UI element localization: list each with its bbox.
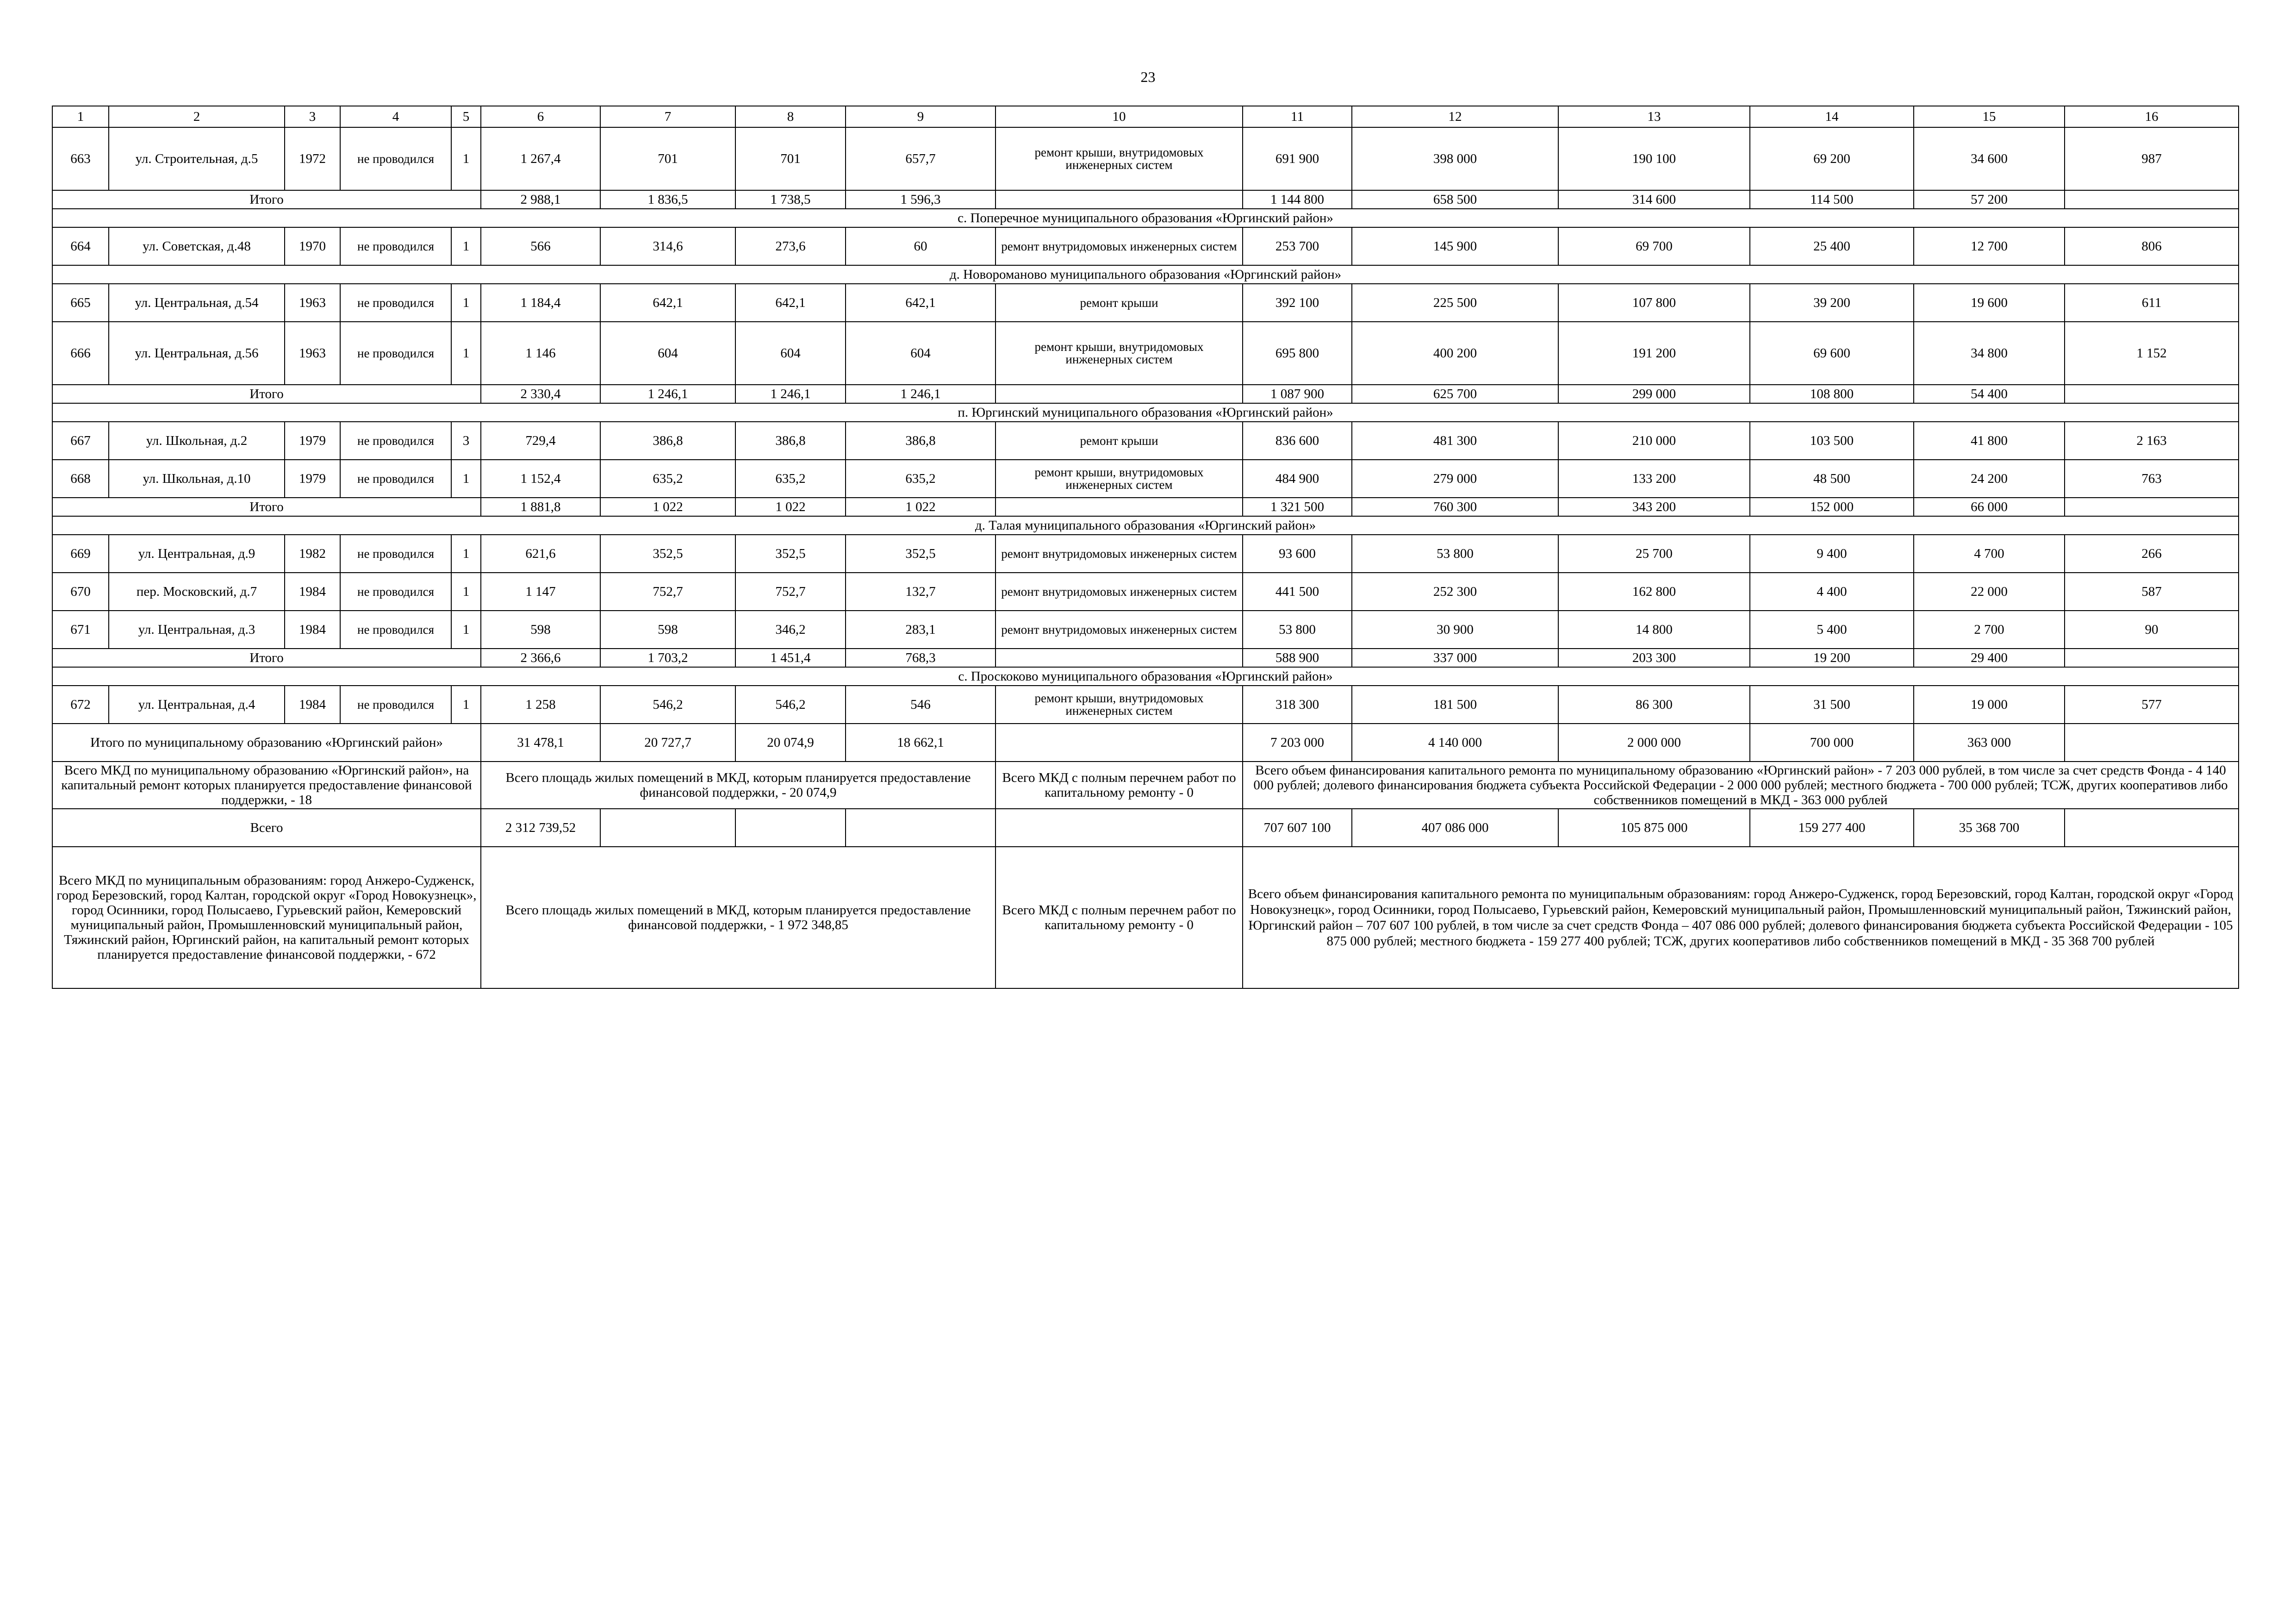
- cost-fund: 181 500: [1352, 686, 1558, 724]
- overall-summary-row: [52, 847, 2239, 988]
- section-header-row: [52, 516, 2239, 535]
- subtotal-value: [2065, 385, 2239, 403]
- row-number: 664: [52, 227, 109, 265]
- cost-local-budget: 103 500: [1750, 422, 1914, 460]
- cost-total: 318 300: [1243, 686, 1352, 724]
- grand-total-value: [996, 809, 1243, 847]
- row-number: 669: [52, 535, 109, 573]
- subtotal-row: [52, 190, 2239, 209]
- cost-regional-budget: 133 200: [1558, 460, 1750, 498]
- address: ул. Центральная, д.3: [109, 611, 285, 649]
- subtotal-value: 66 000: [1914, 498, 2065, 516]
- cost-total: 441 500: [1243, 573, 1352, 611]
- year-built: 1979: [285, 460, 340, 498]
- year-built: 1963: [285, 322, 340, 385]
- section-title: с. Поперечное муниципального образования «Юргинский район»: [52, 209, 2239, 227]
- subtotal-value: [2065, 649, 2239, 667]
- last-repair-year: не проводился: [340, 611, 451, 649]
- subtotal-value: 57 200: [1914, 190, 2065, 209]
- total-area: 621,6: [481, 535, 600, 573]
- floor-count: 1: [451, 460, 481, 498]
- subtotal-value: 203 300: [1558, 649, 1750, 667]
- cost-local-budget: 4 400: [1750, 573, 1914, 611]
- repair-type: ремонт внутридомовых инженерных систем: [996, 573, 1243, 611]
- cost-regional-budget: 69 700: [1558, 227, 1750, 265]
- subtotal-value: [996, 385, 1243, 403]
- repair-type: ремонт крыши, внутридомовых инженерных систем: [996, 127, 1243, 190]
- overall-full-list: Всего МКД с полным перечнем работ по капитальному ремонту - 0: [996, 847, 1243, 988]
- residents-count: 577: [2065, 686, 2239, 724]
- grand-total-row: [52, 809, 2239, 847]
- area-col-9: 546: [846, 686, 996, 724]
- section-title: д. Талая муниципального образования «Юргинский район»: [52, 516, 2239, 535]
- grand-total-value: [2065, 809, 2239, 847]
- last-repair-year: не проводился: [340, 573, 451, 611]
- cost-fund: 481 300: [1352, 422, 1558, 460]
- last-repair-year: не проводился: [340, 284, 451, 322]
- residents-count: 587: [2065, 573, 2239, 611]
- summary-full-list: Всего МКД с полным перечнем работ по капитальному ремонту - 0: [996, 762, 1243, 809]
- section-header-row: [52, 265, 2239, 284]
- column-number: 1: [52, 106, 109, 127]
- subtotal-label: Итого: [52, 385, 481, 403]
- table-row: [52, 127, 2239, 190]
- subtotal-row: [52, 385, 2239, 403]
- floor-count: 1: [451, 535, 481, 573]
- repair-type: ремонт крыши, внутридомовых инженерных систем: [996, 322, 1243, 385]
- cost-regional-budget: 86 300: [1558, 686, 1750, 724]
- repair-type: ремонт крыши: [996, 422, 1243, 460]
- column-number: 9: [846, 106, 996, 127]
- cost-local-budget: 31 500: [1750, 686, 1914, 724]
- year-built: 1982: [285, 535, 340, 573]
- subtotal-value: 2 330,4: [481, 385, 600, 403]
- area-col-8: 635,2: [735, 460, 846, 498]
- subtotal-value: 114 500: [1750, 190, 1914, 209]
- cost-total: 392 100: [1243, 284, 1352, 322]
- living-area: 386,8: [600, 422, 735, 460]
- living-area: 314,6: [600, 227, 735, 265]
- grand-total-value: [846, 809, 996, 847]
- residents-count: 1 152: [2065, 322, 2239, 385]
- area-col-9: 283,1: [846, 611, 996, 649]
- subtotal-value: 29 400: [1914, 649, 2065, 667]
- subtotal-value: 1 836,5: [600, 190, 735, 209]
- floor-count: 1: [451, 284, 481, 322]
- floor-count: 1: [451, 686, 481, 724]
- cost-total: 836 600: [1243, 422, 1352, 460]
- cost-owners: 19 600: [1914, 284, 2065, 322]
- subtotal-row: [52, 498, 2239, 516]
- table-row: [52, 611, 2239, 649]
- municipality-total-value: 20 074,9: [735, 724, 846, 762]
- subtotal-value: 1 022: [600, 498, 735, 516]
- cost-local-budget: 9 400: [1750, 535, 1914, 573]
- total-area: 1 267,4: [481, 127, 600, 190]
- subtotal-value: 1 246,1: [846, 385, 996, 403]
- subtotal-value: 1 144 800: [1243, 190, 1352, 209]
- subtotal-value: 152 000: [1750, 498, 1914, 516]
- address: ул. Центральная, д.54: [109, 284, 285, 322]
- table-row: [52, 284, 2239, 322]
- area-col-8: 642,1: [735, 284, 846, 322]
- last-repair-year: не проводился: [340, 127, 451, 190]
- column-number: 7: [600, 106, 735, 127]
- area-col-8: 604: [735, 322, 846, 385]
- year-built: 1972: [285, 127, 340, 190]
- repair-type: ремонт крыши, внутридомовых инженерных систем: [996, 460, 1243, 498]
- subtotal-value: 1 022: [846, 498, 996, 516]
- municipality-total-value: 31 478,1: [481, 724, 600, 762]
- area-col-9: 604: [846, 322, 996, 385]
- subtotal-value: 1 321 500: [1243, 498, 1352, 516]
- column-number-header-row: [52, 106, 2239, 127]
- year-built: 1984: [285, 611, 340, 649]
- residents-count: 266: [2065, 535, 2239, 573]
- living-area: 604: [600, 322, 735, 385]
- subtotal-value: 337 000: [1352, 649, 1558, 667]
- grand-total-value: 35 368 700: [1914, 809, 2065, 847]
- subtotal-value: [2065, 498, 2239, 516]
- address: ул. Центральная, д.4: [109, 686, 285, 724]
- area-col-9: 657,7: [846, 127, 996, 190]
- subtotal-value: 625 700: [1352, 385, 1558, 403]
- last-repair-year: не проводился: [340, 422, 451, 460]
- grand-total-value: 159 277 400: [1750, 809, 1914, 847]
- section-title: с. Проскоково муниципального образования «Юргинский район»: [52, 667, 2239, 686]
- grand-total-value: 105 875 000: [1558, 809, 1750, 847]
- cost-fund: 398 000: [1352, 127, 1558, 190]
- address: ул. Школьная, д.2: [109, 422, 285, 460]
- subtotal-value: [996, 649, 1243, 667]
- overall-living-area: Всего площадь жилых помещений в МКД, которым планируется предоставление финансовой поддержки, - 1 972 348,85: [481, 847, 996, 988]
- repair-type: ремонт внутридомовых инженерных систем: [996, 227, 1243, 265]
- table-row: [52, 422, 2239, 460]
- column-number: 16: [2065, 106, 2239, 127]
- municipality-total-value: 4 140 000: [1352, 724, 1558, 762]
- table-row: [52, 322, 2239, 385]
- subtotal-value: 1 087 900: [1243, 385, 1352, 403]
- address: ул. Школьная, д.10: [109, 460, 285, 498]
- table-row: [52, 686, 2239, 724]
- subtotal-row: [52, 649, 2239, 667]
- subtotal-value: 1 246,1: [735, 385, 846, 403]
- section-title: д. Новороманово муниципального образования «Юргинский район»: [52, 265, 2239, 284]
- overall-mkd-count: Всего МКД по муниципальным образованиям: город Анжеро-Судженск, город Березовский, город Калтан, городской округ «Город Новокузнецк», город Осинники, город Полысаево, Гурьевский район, Кемеровский муниципальный район, Промышленновский муниципальный район, Тяжинский район, Юргинский район, на капитальный ремонт которых планируется предоставление финансовой поддержки, - 672: [52, 847, 481, 988]
- cost-fund: 30 900: [1352, 611, 1558, 649]
- floor-count: 3: [451, 422, 481, 460]
- area-col-8: 352,5: [735, 535, 846, 573]
- cost-owners: 24 200: [1914, 460, 2065, 498]
- row-number: 671: [52, 611, 109, 649]
- cost-fund: 252 300: [1352, 573, 1558, 611]
- last-repair-year: не проводился: [340, 322, 451, 385]
- subtotal-value: 2 988,1: [481, 190, 600, 209]
- floor-count: 1: [451, 127, 481, 190]
- column-number: 2: [109, 106, 285, 127]
- living-area: 598: [600, 611, 735, 649]
- repair-type: ремонт внутридомовых инженерных систем: [996, 535, 1243, 573]
- cost-regional-budget: 191 200: [1558, 322, 1750, 385]
- table-row: [52, 535, 2239, 573]
- cost-local-budget: 5 400: [1750, 611, 1914, 649]
- column-number: 11: [1243, 106, 1352, 127]
- cost-total: 93 600: [1243, 535, 1352, 573]
- address: ул. Советская, д.48: [109, 227, 285, 265]
- last-repair-year: не проводился: [340, 686, 451, 724]
- cost-total: 53 800: [1243, 611, 1352, 649]
- grand-total-value: 407 086 000: [1352, 809, 1558, 847]
- subtotal-value: 1 881,8: [481, 498, 600, 516]
- table-row: [52, 460, 2239, 498]
- cost-regional-budget: 14 800: [1558, 611, 1750, 649]
- area-col-8: 273,6: [735, 227, 846, 265]
- cost-owners: 22 000: [1914, 573, 2065, 611]
- address: пер. Московский, д.7: [109, 573, 285, 611]
- cost-regional-budget: 162 800: [1558, 573, 1750, 611]
- last-repair-year: не проводился: [340, 227, 451, 265]
- row-number: 672: [52, 686, 109, 724]
- summary-living-area: Всего площадь жилых помещений в МКД, которым планируется предоставление финансовой поддержки, - 20 074,9: [481, 762, 996, 809]
- column-number: 13: [1558, 106, 1750, 127]
- total-area: 729,4: [481, 422, 600, 460]
- subtotal-value: 588 900: [1243, 649, 1352, 667]
- cost-owners: 4 700: [1914, 535, 2065, 573]
- subtotal-value: [996, 190, 1243, 209]
- year-built: 1984: [285, 573, 340, 611]
- cost-local-budget: 69 600: [1750, 322, 1914, 385]
- subtotal-value: 1 451,4: [735, 649, 846, 667]
- subtotal-value: 108 800: [1750, 385, 1914, 403]
- floor-count: 1: [451, 573, 481, 611]
- subtotal-value: [2065, 190, 2239, 209]
- cost-total: 253 700: [1243, 227, 1352, 265]
- grand-total-value: 2 312 739,52: [481, 809, 600, 847]
- floor-count: 1: [451, 227, 481, 265]
- summary-mkd-count: Всего МКД по муниципальному образованию «Юргинский район», на капитальный ремонт которых планируется предоставление финансовой поддержки, - 18: [52, 762, 481, 809]
- subtotal-label: Итого: [52, 190, 481, 209]
- column-number: 14: [1750, 106, 1914, 127]
- cost-total: 484 900: [1243, 460, 1352, 498]
- page-number: 23: [1140, 69, 1156, 85]
- municipality-total-value: [996, 724, 1243, 762]
- residents-count: 987: [2065, 127, 2239, 190]
- cost-fund: 145 900: [1352, 227, 1558, 265]
- cost-local-budget: 48 500: [1750, 460, 1914, 498]
- cost-regional-budget: 25 700: [1558, 535, 1750, 573]
- column-number: 5: [451, 106, 481, 127]
- table-row: [52, 573, 2239, 611]
- living-area: 546,2: [600, 686, 735, 724]
- total-area: 566: [481, 227, 600, 265]
- row-number: 663: [52, 127, 109, 190]
- total-area: 1 146: [481, 322, 600, 385]
- cost-local-budget: 69 200: [1750, 127, 1914, 190]
- total-area: 1 152,4: [481, 460, 600, 498]
- subtotal-value: 1 703,2: [600, 649, 735, 667]
- residents-count: 2 163: [2065, 422, 2239, 460]
- column-number: 10: [996, 106, 1243, 127]
- area-col-8: 386,8: [735, 422, 846, 460]
- area-col-9: 642,1: [846, 284, 996, 322]
- cost-fund: 400 200: [1352, 322, 1558, 385]
- section-header-row: [52, 403, 2239, 422]
- subtotal-value: 54 400: [1914, 385, 2065, 403]
- municipality-total-value: 363 000: [1914, 724, 2065, 762]
- column-number: 4: [340, 106, 451, 127]
- total-area: 1 147: [481, 573, 600, 611]
- living-area: 752,7: [600, 573, 735, 611]
- cost-regional-budget: 107 800: [1558, 284, 1750, 322]
- grand-total-value: [735, 809, 846, 847]
- cost-total: 695 800: [1243, 322, 1352, 385]
- cost-local-budget: 25 400: [1750, 227, 1914, 265]
- subtotal-label: Итого: [52, 498, 481, 516]
- row-number: 665: [52, 284, 109, 322]
- subtotal-value: 658 500: [1352, 190, 1558, 209]
- repair-type: ремонт крыши: [996, 284, 1243, 322]
- cost-local-budget: 39 200: [1750, 284, 1914, 322]
- year-built: 1963: [285, 284, 340, 322]
- year-built: 1979: [285, 422, 340, 460]
- address: ул. Строительная, д.5: [109, 127, 285, 190]
- year-built: 1984: [285, 686, 340, 724]
- cost-owners: 41 800: [1914, 422, 2065, 460]
- living-area: 352,5: [600, 535, 735, 573]
- living-area: 701: [600, 127, 735, 190]
- subtotal-label: Итого: [52, 649, 481, 667]
- area-col-8: 752,7: [735, 573, 846, 611]
- subtotal-value: 314 600: [1558, 190, 1750, 209]
- subtotal-value: 1 596,3: [846, 190, 996, 209]
- municipality-total-value: 20 727,7: [600, 724, 735, 762]
- capital-repair-register-table: [52, 106, 2239, 989]
- subtotal-value: [996, 498, 1243, 516]
- cost-owners: 2 700: [1914, 611, 2065, 649]
- residents-count: 763: [2065, 460, 2239, 498]
- grand-total-value: 707 607 100: [1243, 809, 1352, 847]
- repair-type: ремонт внутридомовых инженерных систем: [996, 611, 1243, 649]
- address: ул. Центральная, д.9: [109, 535, 285, 573]
- year-built: 1970: [285, 227, 340, 265]
- area-col-8: 701: [735, 127, 846, 190]
- cost-total: 691 900: [1243, 127, 1352, 190]
- subtotal-value: 2 366,6: [481, 649, 600, 667]
- cost-regional-budget: 210 000: [1558, 422, 1750, 460]
- subtotal-value: 1 022: [735, 498, 846, 516]
- total-area: 1 184,4: [481, 284, 600, 322]
- row-number: 668: [52, 460, 109, 498]
- subtotal-value: 299 000: [1558, 385, 1750, 403]
- area-col-9: 386,8: [846, 422, 996, 460]
- floor-count: 1: [451, 322, 481, 385]
- last-repair-year: не проводился: [340, 460, 451, 498]
- area-col-8: 346,2: [735, 611, 846, 649]
- total-area: 598: [481, 611, 600, 649]
- repair-type: ремонт крыши, внутридомовых инженерных систем: [996, 686, 1243, 724]
- section-title: п. Юргинский муниципального образования «Юргинский район»: [52, 403, 2239, 422]
- row-number: 670: [52, 573, 109, 611]
- area-col-9: 352,5: [846, 535, 996, 573]
- residents-count: 806: [2065, 227, 2239, 265]
- municipality-total-value: 2 000 000: [1558, 724, 1750, 762]
- section-header-row: [52, 209, 2239, 227]
- municipality-total-label: Итого по муниципальному образованию «Юргинский район»: [52, 724, 481, 762]
- column-number: 12: [1352, 106, 1558, 127]
- floor-count: 1: [451, 611, 481, 649]
- address: ул. Центральная, д.56: [109, 322, 285, 385]
- column-number: 15: [1914, 106, 2065, 127]
- subtotal-value: 19 200: [1750, 649, 1914, 667]
- cost-fund: 53 800: [1352, 535, 1558, 573]
- table-row: [52, 227, 2239, 265]
- subtotal-value: 760 300: [1352, 498, 1558, 516]
- overall-financing: Всего объем финансирования капитального ремонта по муниципальным образованиям: город Анжеро-Судженск, город Березовский, город Калтан, городской округ «Город Новокузнецк», город Осинники, город Полысаево, Гурьевский район, Кемеровский муниципальный район, Промышленновский муниципальный район, Тяжинский район, Юргинский район – 707 607 100 рублей, в том числе за счет средств Фонда – 407 086 000 рублей; долевого финансирования бюджета субъекта Российской Федерации - 105 875 000 рублей; местного бюджета - 159 277 400 рублей; ТСЖ, других кооперативов либо собственников помещений в МКД - 35 368 700 рублей: [1243, 847, 2239, 988]
- area-col-9: 60: [846, 227, 996, 265]
- row-number: 667: [52, 422, 109, 460]
- cost-owners: 34 800: [1914, 322, 2065, 385]
- grand-total-label: Всего: [52, 809, 481, 847]
- municipality-total-value: 700 000: [1750, 724, 1914, 762]
- cost-regional-budget: 190 100: [1558, 127, 1750, 190]
- last-repair-year: не проводился: [340, 535, 451, 573]
- municipality-summary-row: [52, 762, 2239, 809]
- subtotal-value: 343 200: [1558, 498, 1750, 516]
- cost-fund: 279 000: [1352, 460, 1558, 498]
- subtotal-value: 768,3: [846, 649, 996, 667]
- total-area: 1 258: [481, 686, 600, 724]
- cost-owners: 19 000: [1914, 686, 2065, 724]
- cost-owners: 34 600: [1914, 127, 2065, 190]
- municipality-total-value: 7 203 000: [1243, 724, 1352, 762]
- column-number: 8: [735, 106, 846, 127]
- area-col-9: 635,2: [846, 460, 996, 498]
- row-number: 666: [52, 322, 109, 385]
- residents-count: 90: [2065, 611, 2239, 649]
- subtotal-value: 1 246,1: [600, 385, 735, 403]
- subtotal-value: 1 738,5: [735, 190, 846, 209]
- column-number: 6: [481, 106, 600, 127]
- area-col-9: 132,7: [846, 573, 996, 611]
- municipality-total-row: [52, 724, 2239, 762]
- residents-count: 611: [2065, 284, 2239, 322]
- column-number: 3: [285, 106, 340, 127]
- living-area: 635,2: [600, 460, 735, 498]
- summary-financing: Всего объем финансирования капитального ремонта по муниципальному образованию «Юргинский район» - 7 203 000 рублей, в том числе за счет средств Фонда - 4 140 000 рублей; долевого финансирования бюджета субъекта Российской Федерации - 2 000 000 рублей; местного бюджета - 700 000 рублей; ТСЖ, других кооперативов либо собственников помещений в МКД - 363 000 рублей: [1243, 762, 2239, 809]
- cost-fund: 225 500: [1352, 284, 1558, 322]
- section-header-row: [52, 667, 2239, 686]
- grand-total-value: [600, 809, 735, 847]
- area-col-8: 546,2: [735, 686, 846, 724]
- municipality-total-value: [2065, 724, 2239, 762]
- cost-owners: 12 700: [1914, 227, 2065, 265]
- municipality-total-value: 18 662,1: [846, 724, 996, 762]
- living-area: 642,1: [600, 284, 735, 322]
